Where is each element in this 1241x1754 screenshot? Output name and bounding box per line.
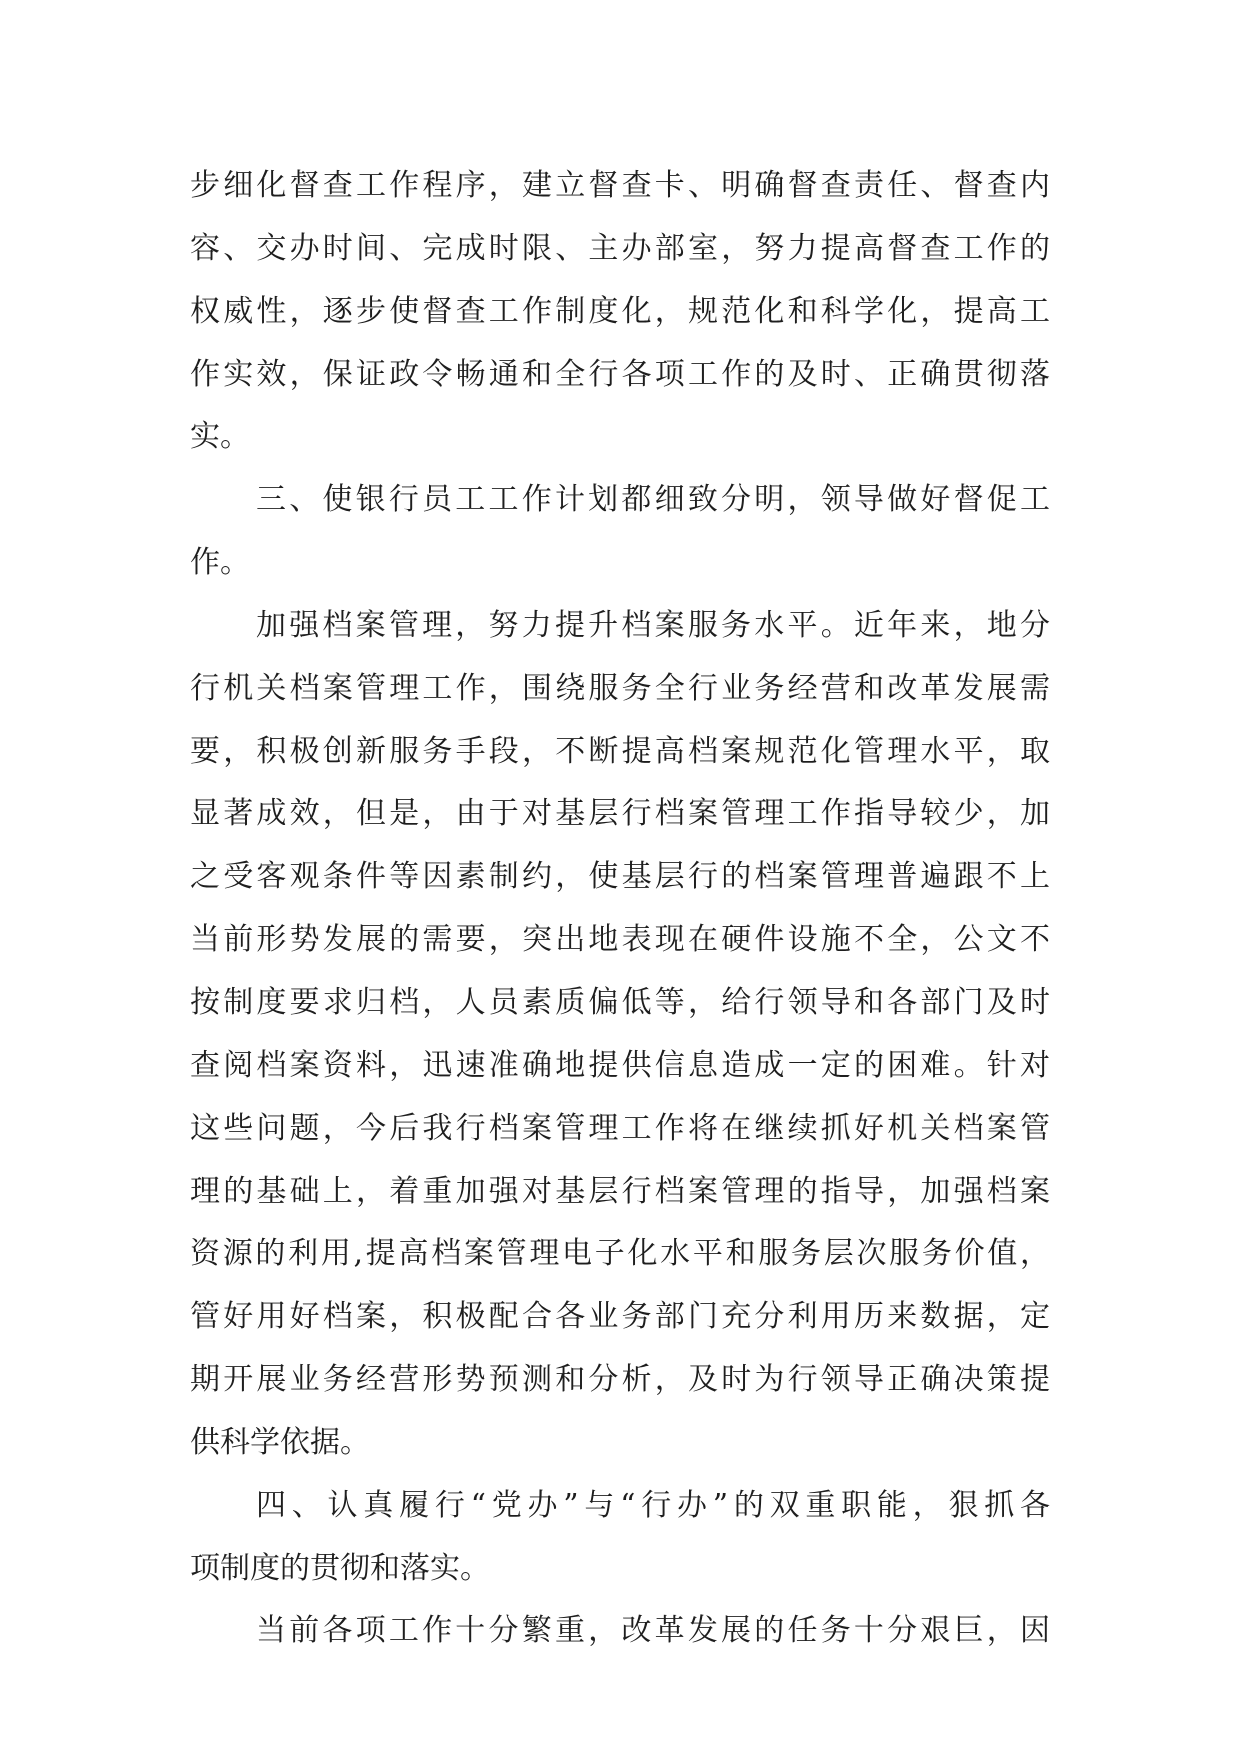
text-line: 作实效，保证政令畅通和全行各项工作的及时、正确贯彻落 xyxy=(190,356,1050,392)
text-line: 实。 xyxy=(190,419,250,455)
text-line: 查阅档案资料，迅速准确地提供信息造成一定的困难。针对 xyxy=(190,1047,1050,1083)
text-line: 理的基础上，着重加强对基层行档案管理的指导，加强档案 xyxy=(190,1173,1050,1209)
text-line: 当前形势发展的需要，突出地表现在硬件设施不全，公文不 xyxy=(190,922,1050,958)
text-line: 当前各项工作十分繁重，改革发展的任务十分艰巨，因 xyxy=(256,1613,1050,1649)
text-line: 资源的利用,提高档案管理电子化水平和服务层次服务价值， xyxy=(190,1236,1050,1272)
text-line: 之受客观条件等因素制约，使基层行的档案管理普遍跟不上 xyxy=(190,859,1050,895)
text-line: 管好用好档案，积极配合各业务部门充分利用历来数据，定 xyxy=(190,1299,1050,1335)
text-line: 显著成效，但是，由于对基层行档案管理工作指导较少，加 xyxy=(190,796,1050,832)
text-line: 步细化督查工作程序，建立督查卡、明确督查责任、督查内 xyxy=(190,168,1050,203)
text-line: 项制度的贯彻和落实。 xyxy=(190,1550,490,1586)
text-line: 行机关档案管理工作，围绕服务全行业务经营和改革发展需 xyxy=(190,670,1050,706)
text-line: 按制度要求归档，人员素质偏低等，给行领导和各部门及时 xyxy=(190,984,1050,1020)
text-line: 加强档案管理，努力提升档案服务水平。近年来，地分 xyxy=(256,607,1050,643)
text-line: 供科学依据。 xyxy=(190,1424,370,1460)
text-line: 四、认真履行“党办”与“行办”的双重职能，狠抓各 xyxy=(256,1487,1050,1523)
document-body xyxy=(190,155,1050,1663)
text-line: 三、使银行员工工作计划都细致分明，领导做好督促工 xyxy=(256,482,1050,518)
text-line: 期开展业务经营形势预测和分析，及时为行领导正确决策提 xyxy=(190,1362,1050,1398)
text-line: 权威性，逐步使督查工作制度化，规范化和科学化，提高工 xyxy=(190,293,1050,329)
text-line: 容、交办时间、完成时限、主办部室，努力提高督查工作的 xyxy=(190,230,1050,266)
text-line: 要，积极创新服务手段，不断提高档案规范化管理水平，取 xyxy=(190,733,1050,769)
text-line: 作。 xyxy=(190,545,250,581)
text-line: 这些问题，今后我行档案管理工作将在继续抓好机关档案管 xyxy=(190,1110,1050,1146)
